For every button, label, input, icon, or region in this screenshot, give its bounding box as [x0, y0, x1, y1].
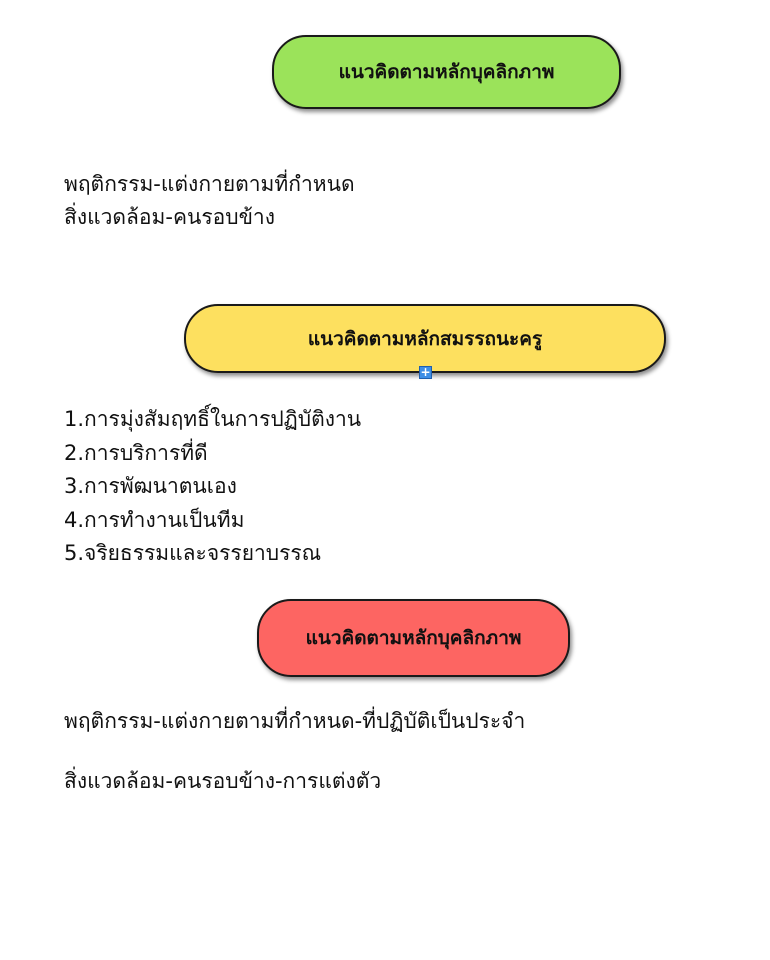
section-1-line-environment: สิ่งแวดล้อม-คนรอบข้าง — [64, 205, 275, 229]
section-3-line-behavior: พฤติกรรม-แต่งกายตามที่กำหนด-ที่ปฏิบัติเป็นประจำ — [64, 709, 526, 733]
list-item: 2.การบริการที่ดี — [64, 440, 208, 465]
plus-icon[interactable]: + — [420, 365, 431, 379]
list-item: 3.การพัฒนาตนเอง — [64, 474, 237, 498]
section-3-title: แนวคิดตามหลักบุคลิกภาพ — [305, 627, 522, 649]
section-1-content — [64, 168, 355, 234]
list-item: 1.การมุ่งสัมฤทธิ์ในการปฏิบัติงาน — [64, 407, 362, 431]
list-item: 4.การทำงานเป็นทีม — [64, 507, 245, 532]
section-2-title: แนวคิดตามหลักสมรรถนะครู — [307, 327, 543, 350]
section-2-list — [64, 403, 361, 571]
list-item: 5.จริยธรรมและจรรยาบรรณ — [64, 541, 322, 565]
section-3-title-box[interactable] — [257, 599, 570, 677]
section-3-line-environment: สิ่งแวดล้อม-คนรอบข้าง-การแต่งตัว — [64, 769, 382, 793]
section-1-title: แนวคิดตามหลักบุคลิกภาพ — [338, 61, 555, 83]
section-1-line-behavior: พฤติกรรม-แต่งกายตามที่กำหนด — [64, 172, 355, 196]
section-1-title-box[interactable] — [272, 35, 621, 109]
section-2-title-box[interactable] — [184, 304, 666, 373]
